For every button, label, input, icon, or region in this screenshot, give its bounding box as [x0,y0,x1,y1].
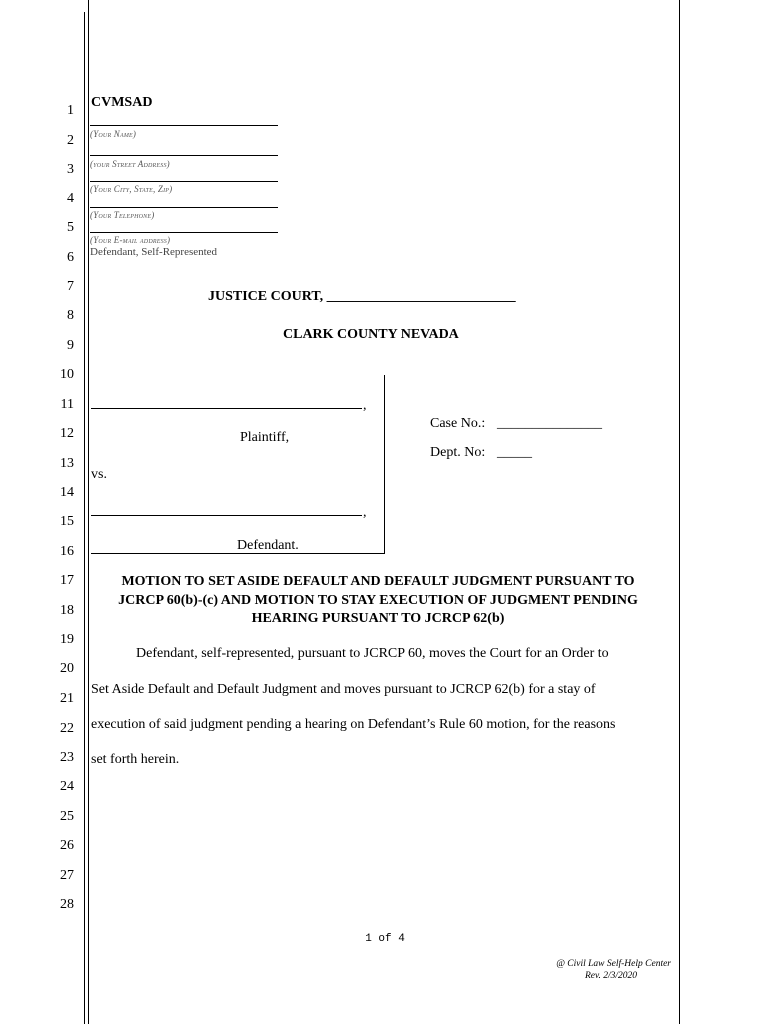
line-number: 18 [60,603,74,618]
line-number: 24 [60,779,74,794]
defendant-label: Defendant. [237,538,299,553]
line-number: 6 [67,250,74,265]
line-number: 28 [60,897,74,912]
line-number: 27 [60,868,74,883]
city-state-zip-line[interactable] [90,181,278,182]
body-paragraph-line: Defendant, self-represented, pursuant to JCRCP 60, moves the Court for an Order to [136,646,609,661]
dept-number-label: Dept. No: [430,445,486,460]
plaintiff-label: Plaintiff, [240,430,290,445]
line-number: 5 [67,220,74,235]
page-number: 1 of 4 [365,933,405,945]
line-number: 8 [67,308,74,323]
line-number: 4 [67,191,74,206]
defendant-name-line[interactable] [91,515,362,516]
body-paragraph-line: Set Aside Default and Default Judgment and moves pursuant to JCRCP 62(b) for a stay of [91,682,596,697]
body-paragraph-line: execution of said judgment pending a hearing on Defendant’s Rule 60 motion, for the reasons [91,717,616,732]
body-paragraph-line: set forth herein. [91,752,180,767]
dept-number-field[interactable]: _____ [497,445,532,460]
party-role: Defendant, Self-Represented [90,246,218,258]
right-margin-rule [679,0,680,1024]
line-number: 22 [60,721,74,736]
motion-title [88,573,668,629]
left-margin-rule-outer [84,12,85,1024]
motion-title-line: MOTION TO SET ASIDE DEFAULT AND DEFAULT JUDGMENT PURSUANT TO [121,574,635,589]
motion-title-line: JCRCP 60(b)-(c) AND MOTION TO STAY EXECUTION OF JUDGMENT PENDING [118,592,638,608]
line-number: 17 [60,573,74,588]
line-number: 2 [67,133,74,148]
name-line[interactable] [90,125,278,126]
court-county: CLARK COUNTY NEVADA [283,327,459,342]
line-number: 14 [60,485,74,500]
court-name: JUSTICE COURT, ___________________________ [208,289,516,304]
line-number: 26 [60,838,74,853]
line-number: 3 [67,162,74,177]
telephone-caption: (Your Telephone) [90,210,155,220]
email-caption: (Your E-mail address) [90,235,171,245]
line-number: 9 [67,338,74,353]
footer-revision: Rev. 2/3/2020 [584,971,637,981]
street-address-line[interactable] [90,155,278,156]
line-number: 16 [60,544,74,559]
caption-bottom-rule [91,553,385,554]
city-state-zip-caption: (Your City, State, Zip) [90,184,173,194]
line-number: 20 [60,661,74,676]
line-number: 19 [60,632,74,647]
footer-credit [470,958,671,982]
email-line[interactable] [90,232,278,233]
form-code: CVMSAD [91,95,153,110]
case-number-field[interactable]: _______________ [497,416,602,431]
plaintiff-comma: , [363,398,367,413]
line-number: 10 [60,367,74,382]
versus-label: vs. [91,467,107,482]
line-number: 25 [60,809,74,824]
left-margin-rule-inner [88,0,89,1024]
line-number: 23 [60,750,74,765]
street-address-caption: (your Street Address) [90,159,170,169]
motion-title-line: HEARING PURSUANT TO JCRCP 62(b) [251,611,505,626]
line-number: 12 [60,426,74,441]
defendant-comma: , [363,505,367,520]
line-number: 21 [60,691,74,706]
telephone-line[interactable] [90,207,278,208]
footer-credit-line: @ Civil Law Self-Help Center [556,959,671,969]
name-caption: (Your Name) [90,129,137,139]
case-number-label: Case No.: [430,416,486,431]
line-number: 7 [67,279,74,294]
line-number: 1 [67,103,74,118]
line-number: 13 [60,456,74,471]
plaintiff-name-line[interactable] [91,408,362,409]
caption-vertical-rule [384,375,385,554]
line-number: 11 [60,397,74,412]
line-number: 15 [60,514,74,529]
